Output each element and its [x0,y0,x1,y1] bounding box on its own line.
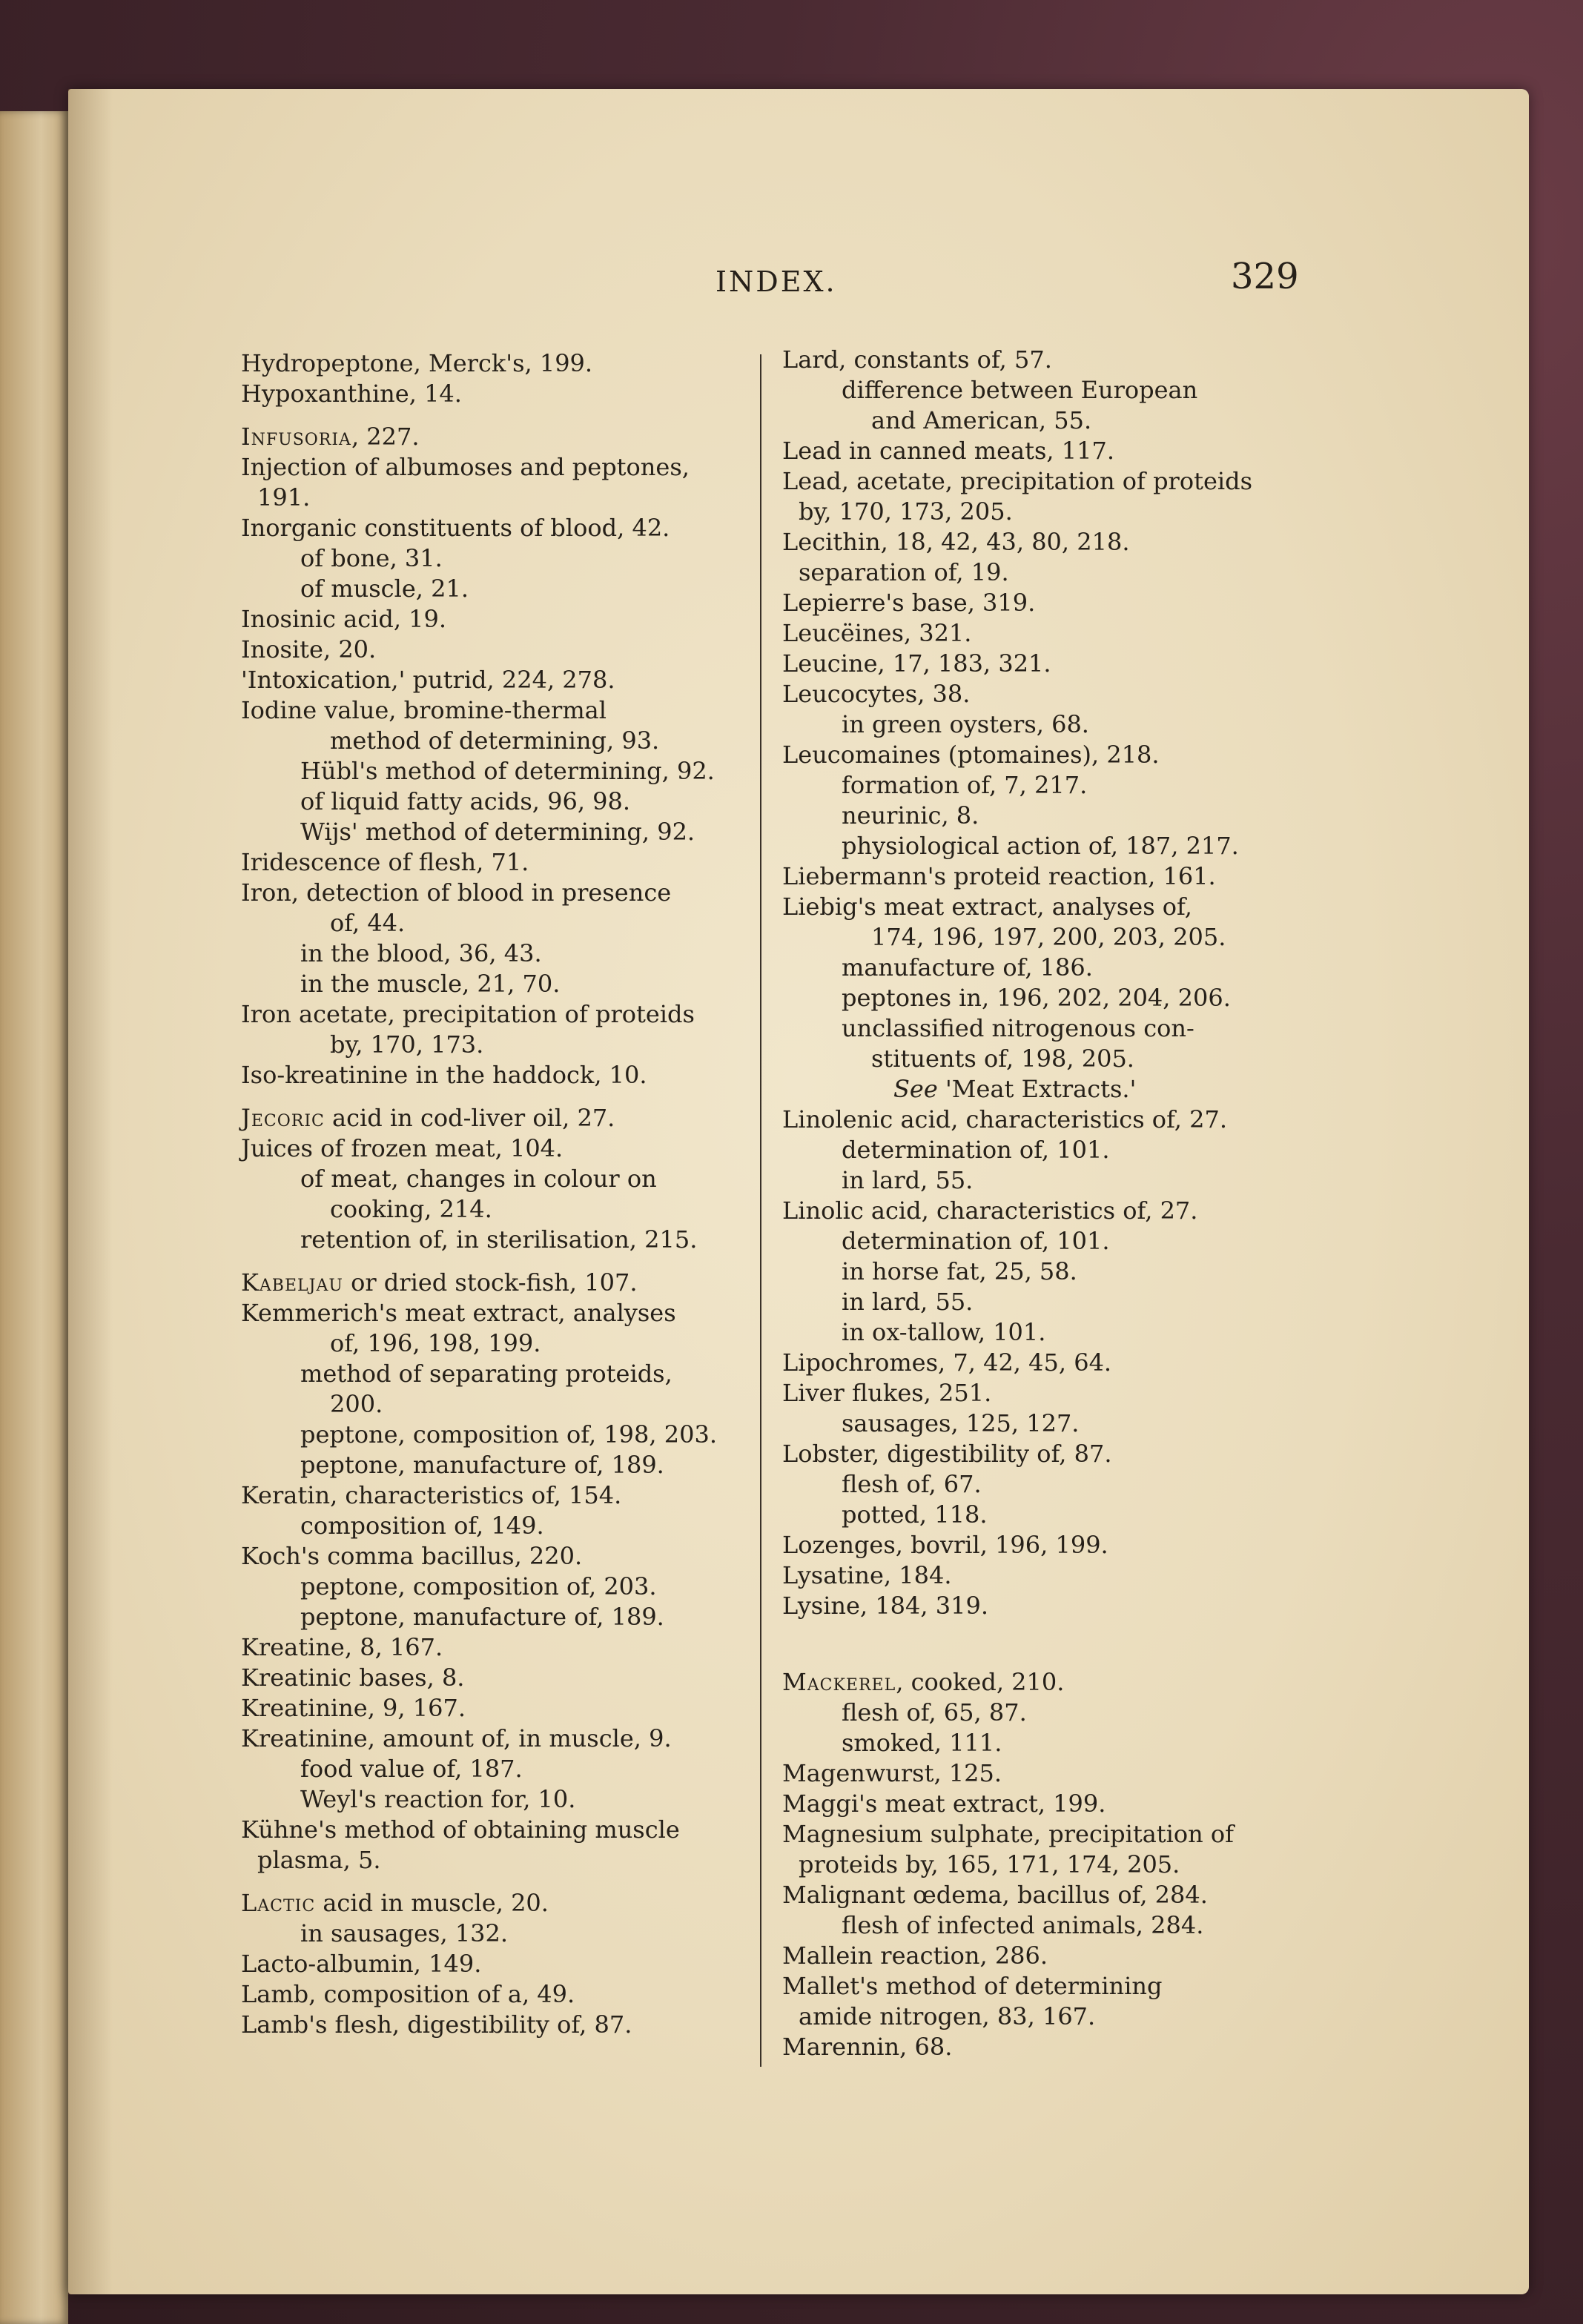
index-entry [241,1328,738,1359]
index-entry [241,1815,738,1845]
index-entry [241,1389,738,1420]
entry-text: Kühne's method of obtaining muscle [241,1815,680,1844]
entry-text: determination of, 101. [842,1136,1110,1164]
index-entry [241,1754,738,1784]
entry-text: Iron acetate, precipitation of proteids [241,1000,695,1028]
index-entry [782,1758,1294,1789]
index-entry [782,1135,1294,1165]
index-entry [241,1511,738,1541]
entry-text: by, 170, 173, 205. [799,497,1013,526]
index-entry [782,527,1294,557]
entry-text: Inosite, 20. [241,635,377,663]
entry-text: Magenwurst, 125. [782,1759,1002,1787]
index-entry [782,375,1294,405]
index-entry [241,938,738,969]
entry-text: Keratin, characteristics of, 154. [241,1481,622,1509]
entry-text: peptone, manufacture of, 189. [300,1603,664,1631]
entry-text: flesh of infected animals, 284. [842,1911,1204,1939]
entry-text: in green oysters, 68. [842,710,1089,738]
index-entry [241,878,738,908]
index-entry [782,557,1294,588]
entry-text: Liebermann's proteid reaction, 161. [782,862,1216,890]
entry-text: difference between European [842,376,1198,404]
entry-text: 'Meat Extracts.' [937,1075,1137,1103]
index-entry [241,1979,738,2010]
entry-text: Lard, constants of, 57. [782,345,1052,374]
entry-text: determination of, 101. [842,1227,1110,1255]
index-entry [241,1133,738,1164]
entry-text: Maggi's meat extract, 199. [782,1790,1106,1818]
index-entry [782,2032,1294,2062]
entry-text: Lepierre's base, 319. [782,589,1036,617]
running-head: INDEX. [716,265,837,298]
index-entry [241,1632,738,1663]
index-entry [241,1268,738,1298]
entry-text: Mallein reaction, 286. [782,1941,1048,1970]
entry-text: , cooked, 210. [896,1668,1065,1696]
index-entry [241,1572,738,1602]
entry-text: neurinic, 8. [842,801,979,830]
entry-text: or dried stock-fish, 107. [343,1268,638,1297]
entry-text: Mallet's method of determining [782,1972,1163,2000]
index-entry [241,1030,738,1060]
index-entry [782,740,1294,770]
entry-text: and American, 55. [871,406,1092,434]
entry-text: of muscle, 21. [300,575,469,603]
entry-text: acid in muscle, 20. [315,1889,549,1917]
entry-text: Lead in canned meats, 117. [782,437,1114,465]
index-entry [782,1378,1294,1408]
index-entry [782,1317,1294,1348]
entry-lead-word: Kabeljau [241,1268,343,1297]
entry-text: Lipochromes, 7, 42, 45, 64. [782,1348,1112,1377]
entry-text: method of determining, 93. [330,726,660,755]
index-entry [782,345,1294,375]
index-entry [241,1602,738,1632]
facing-page-edge [0,111,68,2324]
entry-text: Malignant œdema, bacillus of, 284. [782,1881,1208,1909]
entry-text: Lacto-albumin, 149. [241,1950,482,1978]
index-entry [241,422,738,452]
entry-text: proteids by, 165, 171, 174, 205. [799,1850,1180,1878]
entry-text: Hübl's method of determining, 92. [300,757,715,785]
entry-text: Inorganic constituents of blood, 42. [241,514,670,542]
entry-text: separation of, 19. [799,558,1009,586]
entry-lead-word: Lactic [241,1889,316,1917]
index-entry [782,861,1294,892]
entry-text: sausages, 125, 127. [842,1409,1080,1437]
entry-text: physiological action of, 187, 217. [842,832,1239,860]
entry-text: Lysine, 184, 319. [782,1592,988,1620]
entry-text: Marennin, 68. [782,2033,953,2061]
entry-text: Linolenic acid, characteristics of, 27. [782,1105,1227,1133]
entry-text: stituents of, 198, 205. [871,1045,1134,1073]
entry-lead-word: Infusoria [241,423,351,451]
index-entry [241,379,738,409]
index-entry [241,969,738,999]
index-entry [782,1591,1294,1621]
index-entry [782,1728,1294,1758]
index-entry [782,1667,1294,1698]
index-entry [782,1348,1294,1378]
index-entry [241,756,738,787]
entry-text: in lard, 55. [842,1166,974,1194]
entry-text: Injection of albumoses and peptones, [241,453,690,481]
entry-text: Iridescence of flesh, 71. [241,848,529,876]
index-entry [782,1500,1294,1530]
entry-text: Lozenges, bovril, 196, 199. [782,1531,1108,1559]
index-entry [241,574,738,604]
column-divider [760,354,761,2067]
entry-text: 191. [257,483,311,512]
entry-text: 200. [330,1390,383,1418]
entry-text: Hypoxanthine, 14. [241,380,462,408]
entry-text: food value of, 187. [300,1755,523,1783]
index-entry [241,665,738,695]
entry-text: flesh of, 65, 87. [842,1698,1027,1727]
entry-text: manufacture of, 186. [842,953,1093,981]
index-entry [782,1074,1294,1105]
entry-text: flesh of, 67. [842,1470,982,1498]
index-entry [241,817,738,847]
index-entry [241,787,738,817]
index-entry [241,1919,738,1949]
entry-text: formation of, 7, 217. [842,771,1088,799]
index-entry [782,1850,1294,1880]
index-entry [782,1880,1294,1910]
entry-text: Kreatinine, amount of, in muscle, 9. [241,1724,672,1752]
entry-lead-word: Mackerel [782,1668,896,1696]
entry-text: in horse fat, 25, 58. [842,1257,1077,1285]
entry-text: in the blood, 36, 43. [300,939,542,967]
index-entry [241,1724,738,1754]
index-entry [241,2010,738,2040]
index-entry [241,635,738,665]
entry-text: amide nitrogen, 83, 167. [799,2002,1096,2030]
index-entry [782,1698,1294,1728]
entry-text: Iron, detection of blood in presence [241,878,672,907]
entry-text: smoked, 111. [842,1729,1002,1757]
index-entry [782,1469,1294,1500]
index-entry [782,1226,1294,1257]
entry-text: Hydropeptone, Merck's, 199. [241,349,593,377]
index-entry [241,1225,738,1255]
index-entry [782,1196,1294,1226]
entry-text: potted, 118. [842,1500,988,1529]
entry-text: composition of, 149. [300,1512,544,1540]
entry-text: peptone, manufacture of, 189. [300,1451,664,1479]
index-entry [241,908,738,938]
entry-text: Lysatine, 184. [782,1561,952,1589]
index-entry [241,483,738,513]
index-column-right [782,345,1294,2062]
entry-text: , 227. [351,423,420,451]
index-entry [782,466,1294,497]
index-entry [782,1287,1294,1317]
entry-text: Weyl's reaction for, 10. [300,1785,576,1813]
index-entry [782,618,1294,649]
index-entry [241,1060,738,1090]
entry-text: Leucocytes, 38. [782,680,971,708]
see-reference: See [893,1075,938,1103]
index-entry [782,1013,1294,1044]
entry-text: peptone, composition of, 203. [300,1572,657,1600]
index-entry [241,1420,738,1450]
entry-text: Iodine value, bromine-thermal [241,696,607,724]
index-entry [241,604,738,635]
entry-text: Koch's comma bacillus, 220. [241,1542,583,1570]
index-entry [241,1298,738,1328]
index-entry [782,649,1294,679]
entry-text: of bone, 31. [300,544,443,572]
entry-text: method of separating proteids, [300,1360,672,1388]
index-entry [782,1910,1294,1941]
index-entry [782,1971,1294,2002]
entry-text: Kreatine, 8, 167. [241,1633,443,1661]
index-entry [782,1439,1294,1469]
index-entry [782,1105,1294,1135]
entry-text: Lobster, digestibility of, 87. [782,1440,1112,1468]
entry-text: plasma, 5. [257,1846,381,1874]
entry-text: Magnesium sulphate, precipitation of [782,1820,1235,1848]
entry-text: Kreatinic bases, 8. [241,1663,465,1692]
index-entry [782,953,1294,983]
entry-text: in the muscle, 21, 70. [300,970,561,998]
entry-text: Lamb, composition of a, 49. [241,1980,575,2008]
entry-text: Lecithin, 18, 42, 43, 80, 218. [782,528,1130,556]
entry-text: Kemmerich's meat extract, analyses [241,1299,676,1327]
index-entry [782,801,1294,831]
index-entry [241,452,738,483]
entry-text: cooking, 214. [330,1195,492,1223]
entry-text: of liquid fatty acids, 96, 98. [300,787,631,815]
entry-text: acid in cod-liver oil, 27. [324,1104,615,1132]
index-entry [782,1165,1294,1196]
index-entry [241,1663,738,1693]
index-entry [782,497,1294,527]
index-entry [782,1257,1294,1287]
index-entry [782,2002,1294,2032]
entry-text: of, 44. [330,909,406,937]
index-entry [782,709,1294,740]
entry-text: peptones in, 196, 202, 204, 206. [842,984,1231,1012]
entry-text: Iso-kreatinine in the haddock, 10. [241,1061,647,1089]
index-entry [241,1359,738,1389]
index-entry [241,543,738,574]
index-entry [782,588,1294,618]
index-entry [241,1103,738,1133]
index-entry [782,1530,1294,1560]
index-entry [241,348,738,379]
index-entry [241,726,738,756]
entry-text: Juices of frozen meat, 104. [241,1134,564,1162]
entry-text: Inosinic acid, 19. [241,605,447,633]
index-entry [782,922,1294,953]
entry-text: peptone, composition of, 198, 203. [300,1420,717,1449]
entry-text: Liebig's meat extract, analyses of, [782,893,1192,921]
index-entry [241,1194,738,1225]
entry-text: Linolic acid, characteristics of, 27. [782,1196,1198,1225]
gutter-shadow [68,89,113,2294]
index-entry [782,679,1294,709]
index-entry [241,1164,738,1194]
entry-text: in sausages, 132. [300,1919,509,1947]
entry-text: Leucëines, 321. [782,619,972,647]
index-entry [241,1693,738,1724]
index-entry [241,999,738,1030]
index-entry [782,983,1294,1013]
index-entry [241,1480,738,1511]
page-number: 329 [1231,256,1299,297]
index-entry [782,436,1294,466]
entry-text: Leucine, 17, 183, 321. [782,649,1051,678]
index-entry [241,1784,738,1815]
entry-text: of meat, changes in colour on [300,1165,657,1193]
entry-text: of, 196, 198, 199. [330,1329,541,1357]
entry-text: in lard, 55. [842,1288,974,1316]
index-entry [782,1819,1294,1850]
index-entry [782,1408,1294,1439]
index-entry [782,770,1294,801]
entry-text: Liver flukes, 251. [782,1379,992,1407]
index-entry [241,1949,738,1979]
entry-text: 174, 196, 197, 200, 203, 205. [871,923,1226,951]
index-entry [241,695,738,726]
index-column-left [241,348,738,2040]
index-entry [241,1541,738,1572]
entry-text: retention of, in sterilisation, 215. [300,1225,698,1254]
index-entry [241,1845,738,1876]
entry-lead-word: Jecoric [241,1104,325,1132]
entry-text: Lamb's flesh, digestibility of, 87. [241,2010,632,2039]
index-entry [782,1941,1294,1971]
entry-text: by, 170, 173. [330,1030,484,1059]
index-entry [782,892,1294,922]
index-entry [241,847,738,878]
index-entry [782,1560,1294,1591]
entry-text: Wijs' method of determining, 92. [300,818,695,846]
entry-text: unclassified nitrogenous con- [842,1014,1194,1042]
entry-text: Leucomaines (ptomaines), 218. [782,741,1160,769]
entry-text: Kreatinine, 9, 167. [241,1694,466,1722]
entry-text: Lead, acetate, precipitation of proteids [782,467,1253,495]
entry-text: 'Intoxication,' putrid, 224, 278. [241,666,615,694]
index-entry [782,1789,1294,1819]
index-entry [782,1044,1294,1074]
index-entry [241,1888,738,1919]
index-entry [782,405,1294,436]
index-entry [241,1450,738,1480]
index-entry [782,831,1294,861]
entry-text: in ox-tallow, 101. [842,1318,1046,1346]
index-entry [241,513,738,543]
